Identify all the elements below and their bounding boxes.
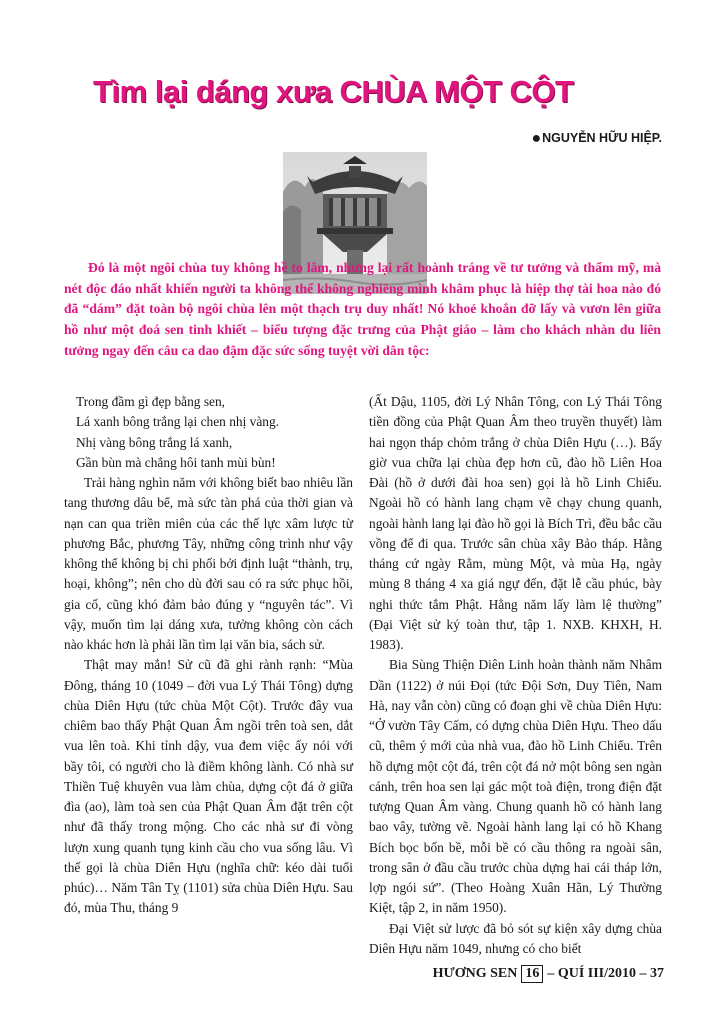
page-footer xyxy=(433,965,664,983)
body-paragraph: Thật may mắn! Sử cũ đã ghi rành rạnh: “Mùa Đông, tháng 10 (1049 – đời vua Lý Thái Tông) dựng chùa Diên Hựu (tức chùa Một Cột). Trước đây vua chiêm bao thấy Phật Quan Âm ngồi trên toà sen, dắt vua lên toà. Khi tỉnh dậy, vua đem việc ấy nói với bầy tôi, có người cho là điềm không lành. Có nhà sư Thiền Tuệ khuyên vua làm chùa, dựng cột đá ở giữa đìa (ao), làm toà sen của Phật Quan Âm đặt trên cột như đã thấy trong mộng. Cho các nhà sư đi vòng lượn xung quanh tụng kinh cầu cho vua sống lâu. Vì thế gọi là chùa Diên Hựu (nghĩa chữ: kéo dài tuổi phúc)… Năm Tân Tỵ (1101) sửa chùa Diên Hựu. Sau đó, mùa Thu, tháng 9 xyxy=(64,657,353,916)
poem-line: Nhị vàng bông trắng lá xanh, xyxy=(76,434,233,450)
author-byline xyxy=(531,130,662,148)
left-column xyxy=(64,392,353,919)
bullet-icon: ● xyxy=(531,130,542,147)
magazine-name: HƯƠNG SEN xyxy=(432,966,518,981)
poem-line: Trong đầm gì đẹp bằng sen, xyxy=(76,394,226,409)
body-paragraph: Bia Sùng Thiện Diên Linh hoàn thành năm Nhâm Dần (1122) ở núi Đọi (tức Đội Sơn, Duy Tiên, Nam Hà, nay vẫn còn) cũng có đoạn ghi về chùa Diên Hựu: “Ở vườn Tây Cấm, có dựng chùa Diên Hựu. Theo dấu cũ, thêm ý mới của nhà vua, đào hồ Linh Chiểu. Trên hồ dựng một cột đá, trên cột đá nở một bông sen ngàn cánh, trên hoa sen lại gác một toà điện, trong điện đặt tượng Quan Âm vàng. Chung quanh hồ có hành lang bao vây, tường vẽ. Ngoài hành lang lại có hồ Khang Bích bọc bốn bề, mỗi bề có cầu thông ra ngoài sân, trong sân ở đầu cầu trước chùa dựng hai cái tháp lớn, lợp ngói sứ”. (Theo Hoàng Xuân Hãn, Lý Thường Kiệt, tập 2, in năm 1950). xyxy=(369,657,662,916)
poem-line: Lá xanh bông trắng lại chen nhị vàng. xyxy=(76,414,280,430)
body-paragraph: Trải hàng nghìn năm với không biết bao nhiêu lần tang thương dâu bể, mà sức tàn phá của thời gian và nạn can qua triền miên của các thế lực xâm lược từ phương Bắc, phương Tây, những công trình như vậy không thể không bị chi phối bởi định luật “thành, trụ, hoại, không”; nên cho dù đời sau có ra sức phục hồi, gia cố, cũng khó đảm bảo đúng y “nguyên tác”. Vì vậy, muốn tìm lại dáng xưa, tưởng không còn cách nào khác hơn là phải lần tìm lại văn bia, sách sử. xyxy=(64,475,353,652)
lead-paragraph: Đó là một ngôi chùa tuy không hề to lắm, nhưng lại rất hoành tráng về tư tưởng và thẩm mỹ, mà nét độc đáo nhất khiến người ta không thể không nghiêng mình khâm phục là hiệp thợ tài hoa nào đó đã “dám” đặt toàn bộ ngôi chùa lên một thạch trụ duy nhất! Nó khoẻ khoắn đỡ lấy và vươn lên giữa hồ như một đoá sen tinh khiết – biểu tượng đặc trưng của Phật giáo – làm cho khách nhàn du liên tưởng ngay đến câu ca dao đậm đặc sức sống tuyệt vời dân tộc: xyxy=(64,260,661,358)
issue-number: 16 xyxy=(521,965,543,983)
right-column xyxy=(369,392,662,959)
issue-date-page: – QUÍ III/2010 – 37 xyxy=(547,966,664,981)
body-paragraph: Đại Việt sử lược đã bỏ sót sự kiện xây dựng chùa Diên Hựu năm 1049, nhưng có cho biết xyxy=(369,920,662,956)
poem-line: Gần bùn mà chẳng hôi tanh mùi bùn! xyxy=(76,454,276,470)
article-title: Tìm lại dáng xưa CHÙA MỘT CỘT xyxy=(93,74,574,109)
author-name: NGUYỄN HỮU HIỆP. xyxy=(542,131,662,145)
body-paragraph: (Ất Dậu, 1105, đời Lý Nhân Tông, con Lý Thái Tông tiền đồng của Phật Quan Âm theo truyền thuyết) làm hai ngọn tháp chỏm trắng ở chùa Diên Hựu (…). Bấy giờ vua chữa lại chùa đẹp hơn cũ, đào hồ Liên Hoa Đài (hồ ở dưới đài hoa sen) gọi là hồ Linh Chiểu. Ngoài hồ có hành lang chạm vẽ chạy chung quanh, ngoài hành lang lại đào hồ gọi là Bích Trì, đều bắc cầu vồng để đi qua. Trước sân chùa xây Bảo tháp. Hằng tháng cứ ngày Rằm, mùng Một, và mùa Hạ, ngày mùng 8 tháng 4 xa giá ngự đến, đặt lễ cầu phúc, bày nghi thức tắm Phật. Hằng năm lấy làm lệ thường” (Đại Việt sử ký toàn thư, tập 1. NXB. KHXH, H. 1983). xyxy=(369,394,662,652)
